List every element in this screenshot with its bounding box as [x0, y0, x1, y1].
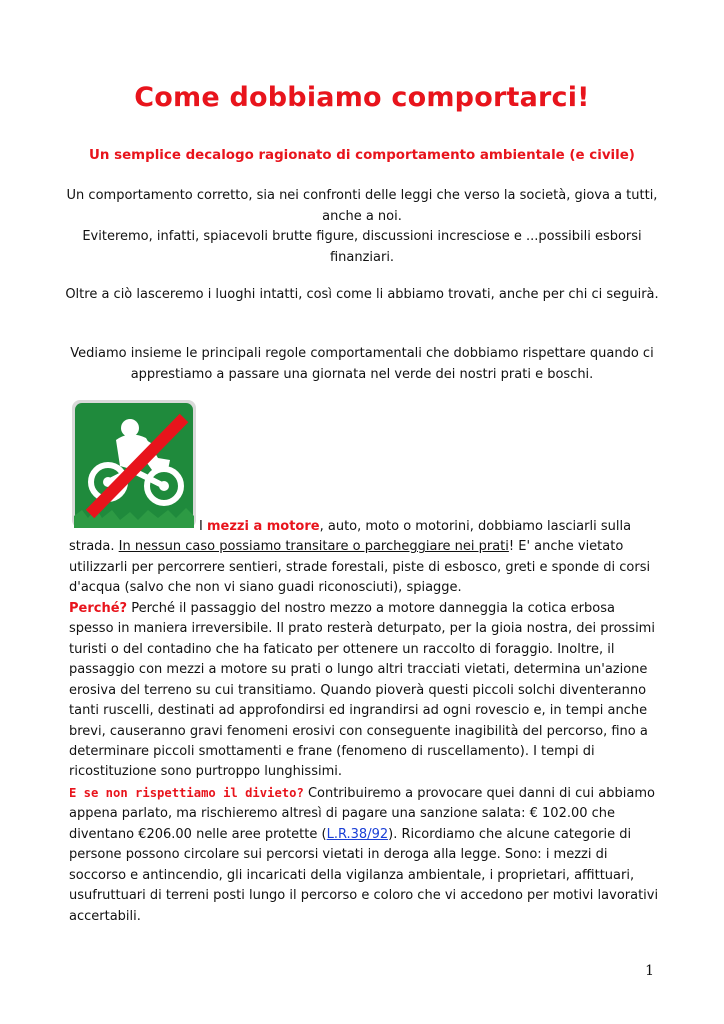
ban-text-2: ). Ricordiamo che alcune categorie di persone possono circolare sui percorsi vietati in deroga alla legge. Sono: i mezzi di soccorso e antincendio, gli incaricati della vigilanza ambientale, i proprietari, affittuari, usufruttuari di terreni posti lungo il percorso e coloro che vi accedono per motivi lavorativi accertabili. — [69, 826, 659, 924]
intro-paragraph-1 — [60, 186, 664, 268]
intro-line-1: Un comportamento corretto, sia nei confronti delle leggi che verso la società, giova a tutti, anche a noi. — [66, 188, 658, 224]
why-text: Perché il passaggio del nostro mezzo a motore danneggia la cotica erbosa spesso in maniera irreversibile. Il prato resterà deturpato, per la gioia nostra, dei prossimi turisti o del contadino che ha faticato per ottenere un raccolto di foraggio. Inoltre, il passaggio con mezzi a motore su prati o lungo altri tracciati vietati, determina un'azione erosiva del terreno su cui transitiamo. Quando pioverà questi piccoli solchi diventeranno tanti ruscelli, destinati ad approfondirsi ed ingrandirsi ad ogni rovescio e, in tempi anche brevi, causeranno gravi fenomeni erosivi con conseguente inagibilità del percorso, fino a determinare piccoli smottamenti e frane (fenomeno di ruscellamento). I tempi di ricostituzione sono purtroppo lunghissimi. — [69, 600, 655, 780]
no-motor-vehicles-icon — [72, 400, 196, 528]
body-paragraph — [69, 517, 663, 927]
parking-ban-underlined: In nessun caso possiamo transitare o parcheggiare nei prati — [118, 539, 509, 555]
page-title: Come dobbiamo comportarci! — [134, 82, 590, 113]
law-link[interactable]: L.R.38/92 — [326, 826, 389, 842]
body-sentence-1-rest: ! E' anche vietato utilizzarli per percorrere sentieri, strade forestali, piste di esbosco, greti e sponde di corsi d'acqua (salvo che non vi siano guadi riconosciuti), spiagge. — [69, 539, 651, 596]
page-subtitle: Un semplice decalogo ragionato di comportamento ambientale (e civile) — [89, 148, 635, 163]
intro-line-2: Eviteremo, infatti, spiacevoli brutte figure, discussioni incresciose e ...possibili esborsi finanziari. — [82, 229, 642, 265]
intro-text-2: Oltre a ciò lasceremo i luoghi intatti, così come li abbiamo trovati, anche per chi ci seguirà. — [65, 287, 659, 302]
intro-text-3: Vediamo insieme le principali regole comportamentali che dobbiamo rispettare quando ci apprestiamo a passare una giornata nel verde dei nostri prati e boschi. — [70, 346, 654, 382]
body-lead: I — [199, 519, 207, 534]
intro-paragraph-3 — [60, 344, 664, 385]
motor-vehicles-highlight: mezzi a motore — [206, 519, 320, 534]
why-label: Perché? — [69, 600, 128, 616]
body-sentence-1: , auto, moto o motorini, dobbiamo lasciarli sulla strada. — [69, 519, 632, 555]
page-number: 1 — [645, 963, 654, 979]
ban-text-1: Contribuiremo a provocare quei danni di cui abbiamo appena parlato, ma rischieremo altresì di pagare una sanzione salata: € 102.00 che diventano €206.00 nelle aree protette ( — [69, 785, 655, 842]
intro-paragraph-2 — [60, 285, 664, 306]
ban-label: E se non rispettiamo il divieto? — [69, 785, 304, 800]
